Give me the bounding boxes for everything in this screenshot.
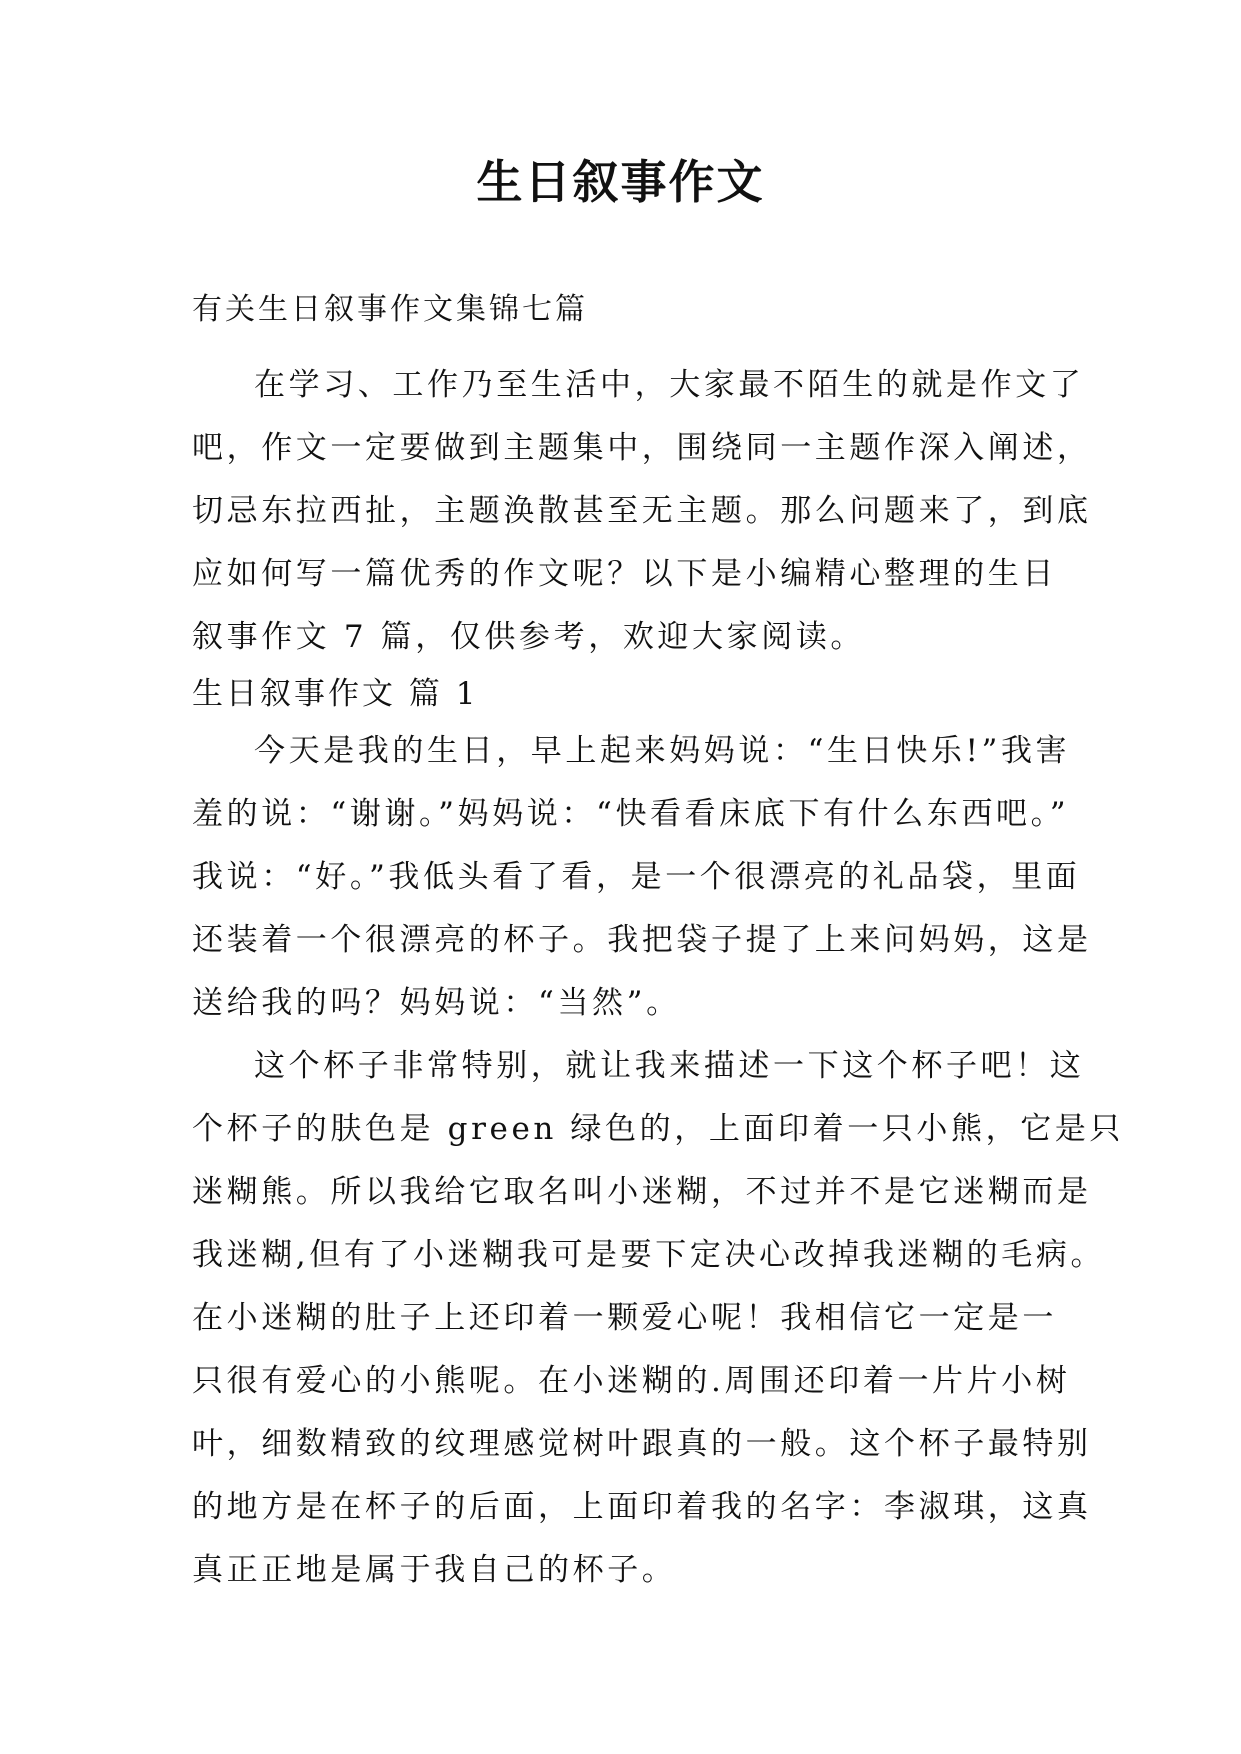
paragraph-line: 叶，细数精致的纹理感觉树叶跟真的一般。这个杯子最特别 xyxy=(192,1426,1092,1462)
intro-line: 切忌东拉西扯，主题涣散甚至无主题。那么问题来了，到底 xyxy=(192,493,1092,529)
paragraph-line: 迷糊熊。所以我给它取名叫小迷糊，不过并不是它迷糊而是 xyxy=(192,1174,1092,1210)
paragraph-line: 我说：“好。”我低头看了看，是一个很漂亮的礼品袋，里面 xyxy=(192,859,1081,895)
intro-line: 叙事作文 7 篇，仅供参考，欢迎大家阅读。 xyxy=(192,619,866,655)
section-heading: 生日叙事作文 篇 1 xyxy=(192,676,479,712)
intro-line: 在学习、工作乃至生活中，大家最不陌生的就是作文了 xyxy=(254,367,1085,403)
paragraph-2 xyxy=(192,1035,1125,1602)
document-title: 生日叙事作文 xyxy=(476,155,765,209)
paragraph-line: 的地方是在杯子的后面，上面印着我的名字：李淑琪，这真 xyxy=(192,1489,1092,1525)
paragraph-line: 羞的说：“谢谢。”妈妈说：“快看看床底下有什么东西吧。” xyxy=(192,796,1070,832)
paragraph-line: 我迷糊,但有了小迷糊我可是要下定决心改掉我迷糊的毛病。 xyxy=(192,1237,1106,1273)
document-subtitle: 有关生日叙事作文集锦七篇 xyxy=(192,292,588,327)
paragraph-line: 今天是我的生日，早上起来妈妈说：“生日快乐!”我害 xyxy=(254,733,1071,769)
paragraph-line: 个杯子的肤色是 green 绿色的，上面印着一只小熊，它是只 xyxy=(192,1111,1125,1147)
intro-line: 吧，作文一定要做到主题集中，围绕同一主题作深入阐述， xyxy=(192,430,1092,466)
paragraph-line: 送给我的吗？妈妈说：“当然”。 xyxy=(192,985,681,1021)
intro-paragraph xyxy=(192,354,1092,669)
paragraph-line: 还装着一个很漂亮的杯子。我把袋子提了上来问妈妈，这是 xyxy=(192,922,1092,958)
intro-line: 应如何写一篇优秀的作文呢？以下是小编精心整理的生日 xyxy=(192,556,1057,592)
paragraph-line: 真正正地是属于我自己的杯子。 xyxy=(192,1552,677,1588)
paragraph-line: 只很有爱心的小熊呢。在小迷糊的.周围还印着一片片小树 xyxy=(192,1363,1071,1399)
paragraph-1 xyxy=(192,720,1092,1035)
paragraph-line: 这个杯子非常特别，就让我来描述一下这个杯子吧！这 xyxy=(254,1048,1085,1084)
paragraph-line: 在小迷糊的肚子上还印着一颗爱心呢！我相信它一定是一 xyxy=(192,1300,1057,1336)
section-heading-block xyxy=(192,669,1062,719)
